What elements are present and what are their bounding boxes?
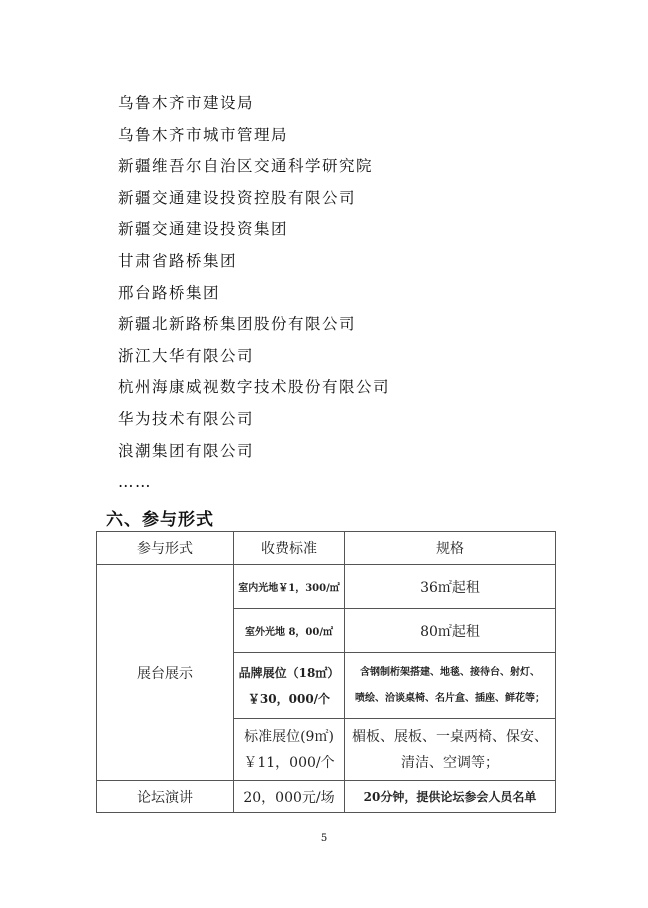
table-row bbox=[97, 781, 556, 813]
organization-item: 新疆交通建设投资控股有限公司 bbox=[118, 188, 357, 207]
organization-item: 新疆维吾尔自治区交通科学研究院 bbox=[118, 157, 374, 176]
fee-line: ￥11，000/个 bbox=[243, 754, 335, 771]
organization-item: 乌鲁木齐市城市管理局 bbox=[118, 125, 289, 144]
fee-cell: 室内光地￥1，300/㎡ bbox=[234, 565, 345, 609]
spec-cell: 80㎡起租 bbox=[345, 609, 556, 653]
organization-item: 杭州海康威视数字技术股份有限公司 bbox=[118, 378, 391, 397]
spec-line: 楣板、展板、一桌两椅、保安、 bbox=[352, 728, 548, 745]
table-row bbox=[97, 565, 556, 609]
spec-cell: 20分钟，提供论坛参会人员名单 bbox=[345, 781, 556, 813]
organization-item: 乌鲁木齐市建设局 bbox=[118, 94, 255, 112]
fee-line: 品牌展位（18㎡） bbox=[238, 665, 340, 680]
spec-cell: 36㎡起租 bbox=[345, 565, 556, 609]
table-header-row bbox=[97, 532, 556, 565]
header-form: 参与形式 bbox=[97, 532, 234, 565]
spec-cell bbox=[345, 719, 556, 781]
section-title: 六、参与形式 bbox=[106, 510, 214, 530]
spec-line: 喷绘、洽谈桌椅、名片盒、插座、鲜花等； bbox=[355, 692, 545, 704]
organization-item: 邢台路桥集团 bbox=[118, 283, 221, 302]
organization-item: 新疆北新路桥集团股份有限公司 bbox=[118, 315, 357, 334]
forum-form-cell: 论坛演讲 bbox=[97, 781, 234, 813]
spec-line: 含钢制桁架搭建、地毯、接待台、射灯、 bbox=[360, 666, 540, 678]
fee-cell bbox=[234, 719, 345, 781]
fee-cell bbox=[234, 653, 345, 719]
fee-cell: 室外光地 8，00/㎡ bbox=[234, 609, 345, 653]
participation-fee-table bbox=[96, 531, 556, 813]
fee-cell: 20，000元/场 bbox=[234, 781, 345, 813]
page-number: 5 bbox=[320, 833, 328, 844]
fee-line: 标准展位(9㎡) bbox=[244, 728, 334, 745]
header-fee: 收费标准 bbox=[234, 532, 345, 565]
organization-item: 甘肃省路桥集团 bbox=[118, 251, 238, 270]
fee-line: ￥30，000/个 bbox=[247, 691, 331, 706]
organization-list bbox=[118, 88, 390, 499]
organization-item: 浙江大华有限公司 bbox=[118, 346, 255, 365]
spec-cell bbox=[345, 653, 556, 719]
exhibit-form-cell: 展台展示 bbox=[97, 565, 234, 781]
organization-item: 华为技术有限公司 bbox=[118, 409, 255, 428]
spec-line: 清洁、空调等； bbox=[401, 754, 499, 771]
organization-ellipsis: …… bbox=[118, 473, 152, 492]
header-spec: 规格 bbox=[345, 532, 556, 565]
organization-item: 浪潮集团有限公司 bbox=[118, 441, 255, 460]
organization-item: 新疆交通建设投资集团 bbox=[118, 220, 289, 239]
